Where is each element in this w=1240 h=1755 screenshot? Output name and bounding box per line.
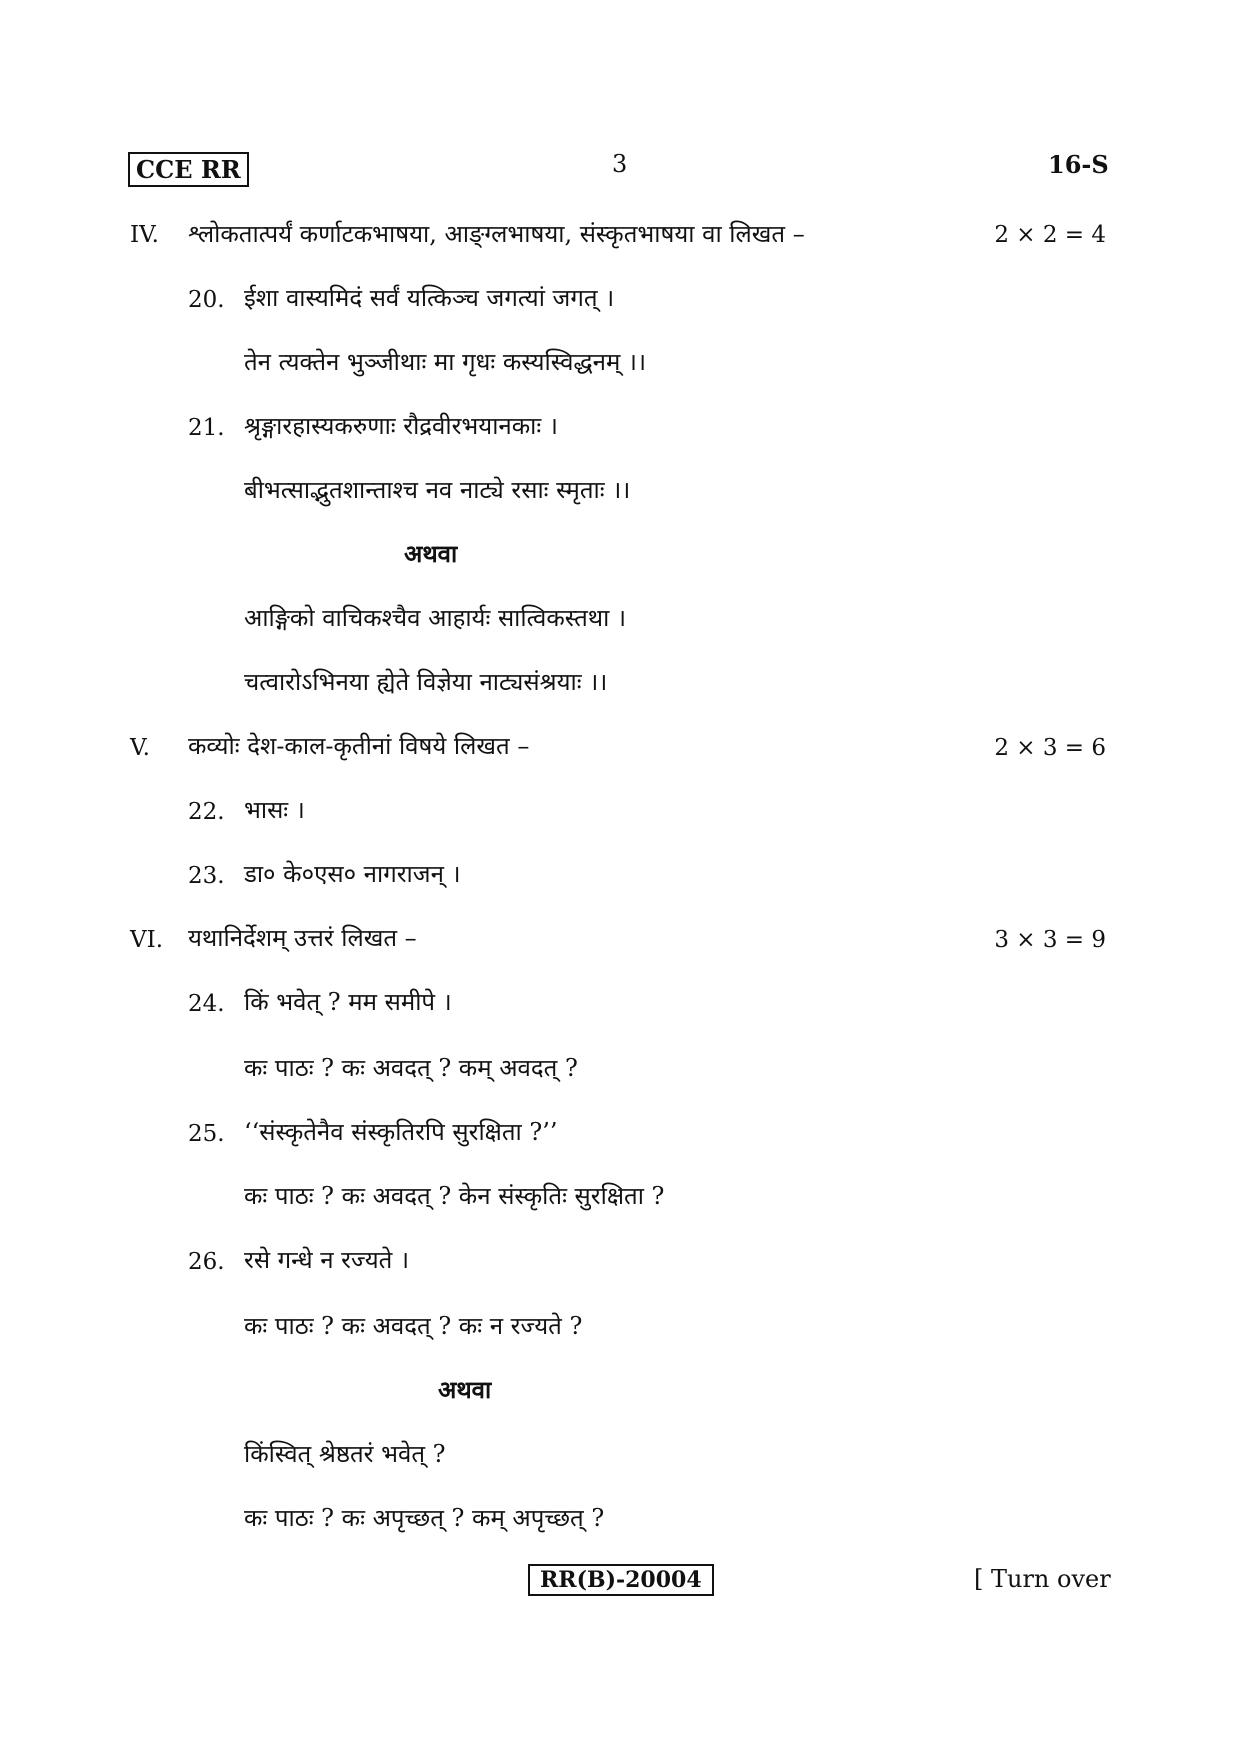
question-number: 22.: [188, 799, 225, 825]
question-number: 20.: [188, 287, 225, 313]
subject-code: 16-S: [1048, 150, 1109, 179]
section-marks: 3 × 3 = 9: [994, 927, 1106, 953]
turn-over-note: [ Turn over: [974, 1565, 1111, 1593]
question-text: किंस्वित् श्रेष्ठतरं भवेत् ?: [244, 1440, 446, 1468]
or-label: अथवा: [438, 1375, 492, 1404]
question-text: आङ्गिको वाचिकश्चैव आहार्यः सात्विकस्तथा ।: [244, 604, 627, 632]
question-number: 21.: [188, 415, 225, 441]
question-text: डा० के०एस० नागराजन् ।: [244, 860, 461, 888]
question-text: कः पाठः ? कः अपृच्छत् ? कम् अपृच्छत् ?: [244, 1504, 605, 1532]
section-marks: 2 × 2 = 4: [994, 222, 1106, 248]
question-number: 25.: [188, 1121, 225, 1147]
section-instruction: यथानिर्देशम् उत्तरं लिखत –: [188, 924, 417, 952]
question-number: 26.: [188, 1249, 225, 1275]
question-text: तेन त्यक्तेन भुञ्जीथाः मा गृधः कस्यस्विद्धनम् ।।: [244, 348, 647, 376]
question-text: कः पाठः ? कः अवदत् ? कः न रज्यते ?: [244, 1312, 583, 1340]
section-instruction: श्लोकतात्पर्यं कर्णाटकभाषया, आङ्ग्लभाषया, संस्कृतभाषया वा लिखत –: [188, 220, 805, 248]
section-marks: 2 × 3 = 6: [994, 735, 1106, 761]
question-text: कः पाठः ? कः अवदत् ? केन संस्कृतिः सुरक्षिता ?: [244, 1182, 665, 1210]
section-instruction: कव्योः देश-काल-कृतीनां विषये लिखत –: [188, 732, 530, 760]
question-text: बीभत्साद्भुतशान्ताश्च नव नाट्ये रसाः स्मृताः ।।: [244, 476, 631, 504]
question-text: श्रृङ्गारहास्यकरुणाः रौद्रवीरभयानकाः ।: [244, 412, 558, 440]
question-text: रसे गन्धे न रज्यते ।: [244, 1246, 410, 1274]
question-text: किं भवेत् ? मम समीपे ।: [244, 988, 452, 1016]
question-text: भासः ।: [244, 796, 305, 824]
question-text: ईशा वास्यमिदं सर्वं यत्किञ्च जगत्यां जगत् ।: [244, 284, 615, 312]
question-number: 24.: [188, 991, 225, 1017]
section-number: VI.: [130, 927, 164, 953]
question-text: ‘‘संस्कृतेनैव संस्कृतिरपि सुरक्षिता ?’’: [244, 1118, 558, 1146]
page-number: 3: [612, 150, 628, 178]
question-number: 23.: [188, 863, 225, 889]
question-text: कः पाठः ? कः अवदत् ? कम् अवदत् ?: [244, 1054, 578, 1082]
paper-code-box: [128, 152, 249, 187]
footer-code: RR(B)-20004: [540, 1567, 702, 1593]
question-text: चत्वारोऽभिनया ह्येते विज्ञेया नाट्यसंश्रयाः ।।: [244, 668, 608, 696]
footer-code-box: [528, 1564, 714, 1596]
paper-code: CCE RR: [136, 155, 241, 184]
or-label: अथवा: [404, 539, 458, 568]
section-number: V.: [130, 735, 150, 761]
section-number: IV.: [130, 222, 159, 248]
